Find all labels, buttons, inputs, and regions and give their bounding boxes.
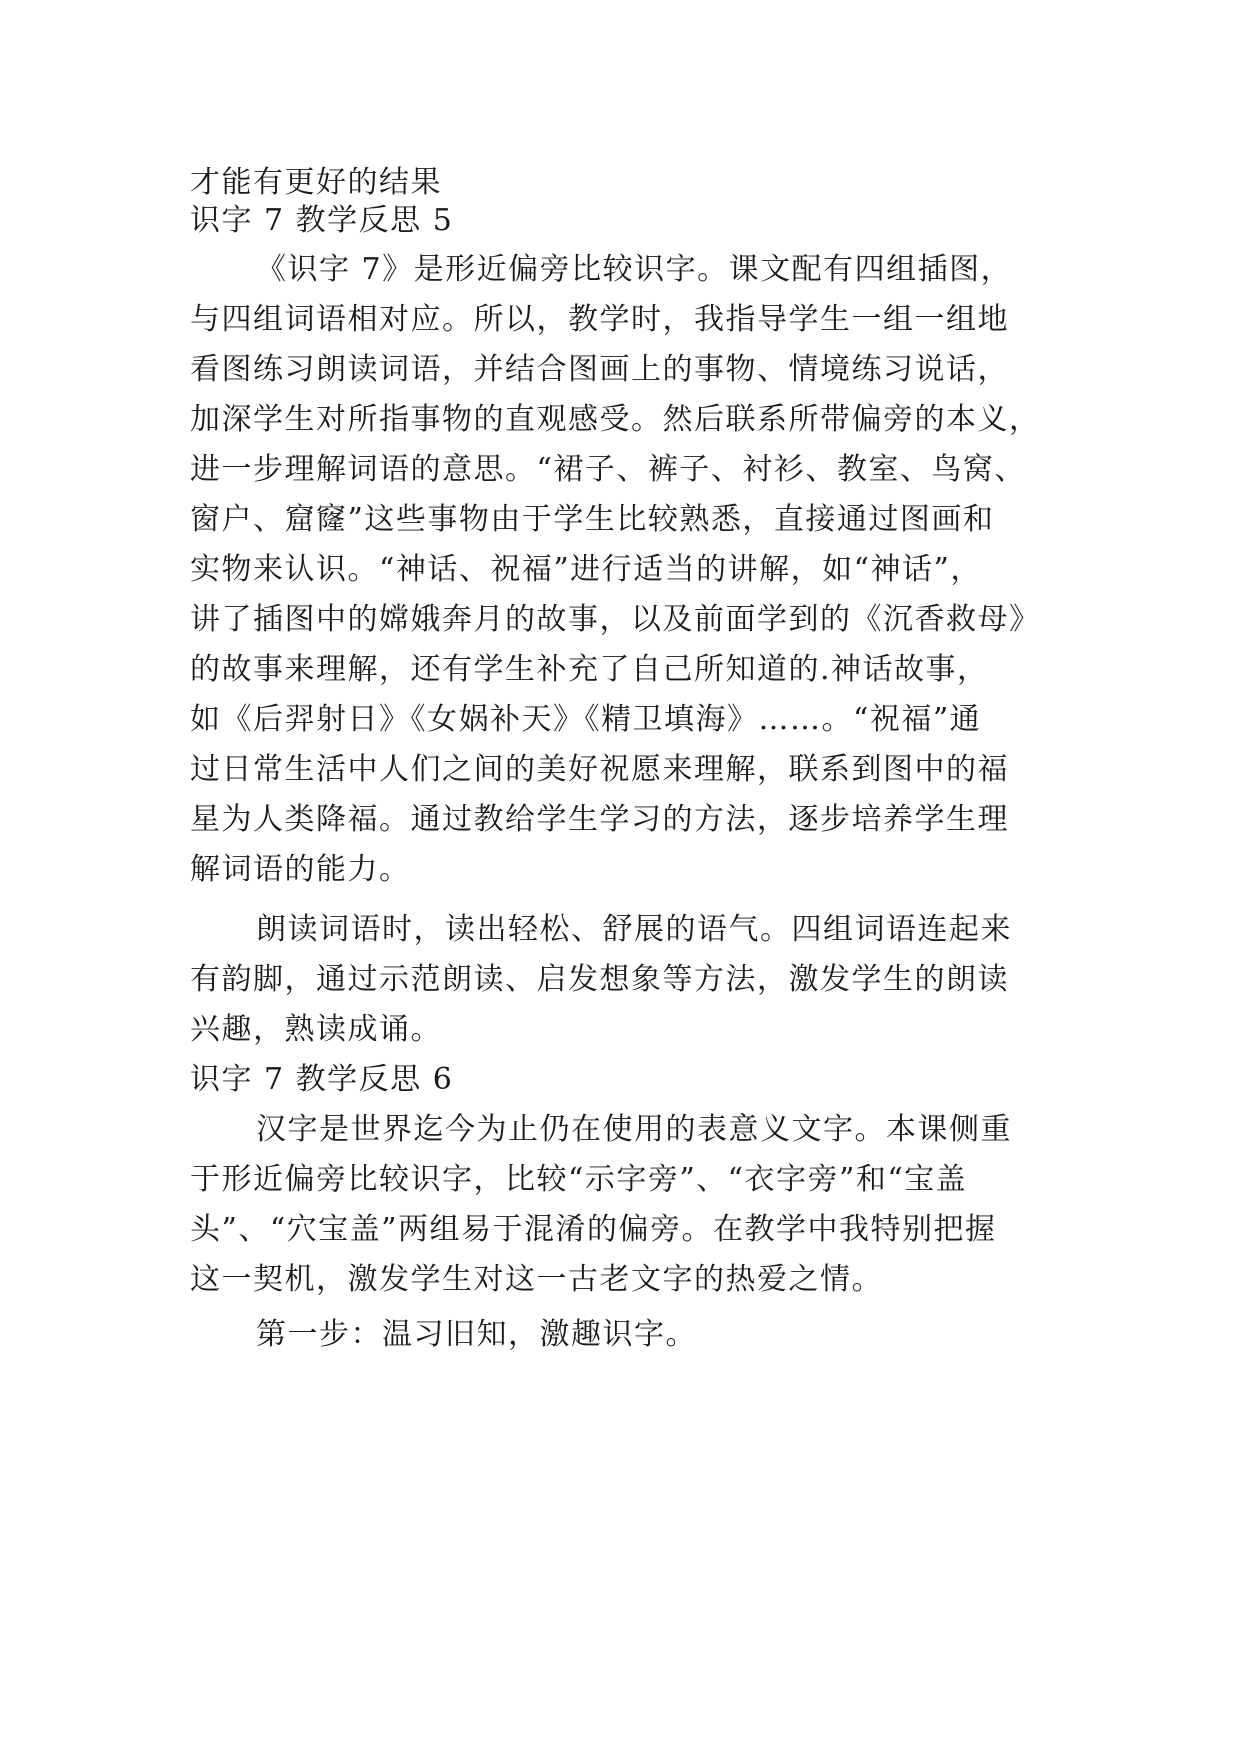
paragraph-1-cont (190, 701, 1050, 739)
paragraph-1-cont (190, 301, 1050, 339)
paragraph-1-cont (190, 451, 1050, 489)
text-line: 讲了插图中的嫦娥奔月的故事，以及前面学到的《沉香救母》 (190, 602, 1041, 637)
text-line: 如《后羿射日》《女娲补天》《精卫填海》……。“祝福”通 (190, 702, 982, 737)
paragraph-1-cont (190, 551, 1050, 589)
text-line: 进一步理解词语的意思。“裙子、裤子、衬衫、教室、鸟窝、 (190, 452, 1026, 487)
paragraph-1-cont (190, 651, 1050, 689)
text-line: 这一契机，激发学生对这一古老文字的热爱之情。 (190, 1262, 883, 1297)
text-line: 于形近偏旁比较识字，比较“示字旁”、“衣字旁”和“宝盖 (190, 1162, 968, 1197)
paragraph-2-cont (190, 1011, 1050, 1049)
paragraph-1-cont (190, 851, 1050, 889)
text-line: 解词语的能力。 (190, 852, 411, 887)
paragraph-1 (190, 251, 1050, 289)
text-line: 《识字 7》是形近偏旁比较识字。课文配有四组插图， (256, 252, 1013, 287)
section-heading-6 (190, 1061, 1050, 1099)
paragraph-3 (190, 1111, 1050, 1149)
paragraph-3-cont (190, 1261, 1050, 1299)
text-line: 头”、“穴宝盖”两组易于混淆的偏旁。在教学中我特别把握 (190, 1212, 997, 1247)
paragraph-1-cont (190, 351, 1050, 389)
paragraph-1-cont (190, 751, 1050, 789)
continuation-line (190, 164, 1050, 202)
paragraph-2 (190, 911, 1050, 949)
paragraph-1-cont (190, 401, 1050, 439)
text-line: 兴趣，熟读成诵。 (190, 1012, 442, 1047)
paragraph-1-cont (190, 501, 1050, 539)
paragraph-3-cont (190, 1161, 1050, 1199)
text-line: 过日常生活中人们之间的美好祝愿来理解，联系到图中的福 (190, 752, 1009, 787)
paragraph-1-cont (190, 801, 1050, 839)
text-line: 加深学生对所指事物的直观感受。然后联系所带偏旁的本义， (190, 402, 1041, 437)
text-line: 朗读词语时，读出轻松、舒展的语气。四组词语连起来 (256, 912, 1012, 947)
text-line: 的故事来理解，还有学生补充了自己所知道的.神话故事， (190, 652, 989, 687)
text-line: 第一步：温习旧知，激趣识字。 (256, 1317, 697, 1352)
text-line: 窗户、窟窿”这些事物由于学生比较熟悉，直接通过图画和 (190, 502, 995, 537)
paragraph-4 (190, 1316, 1050, 1354)
section-title: 识字 7 教学反思 6 (190, 1062, 454, 1097)
paragraph-3-cont (190, 1211, 1050, 1249)
text-line: 有韵脚，通过示范朗读、启发想象等方法，激发学生的朗读 (190, 962, 1009, 997)
section-title: 识字 7 教学反思 5 (190, 203, 454, 238)
text-line: 星为人类降福。通过教给学生学习的方法，逐步培养学生理 (190, 802, 1009, 837)
section-heading-5 (190, 202, 1050, 240)
text-line: 实物来认识。“神话、祝福”进行适当的讲解，如“神话”， (190, 552, 982, 587)
text-line: 看图练习朗读词语，并结合图画上的事物、情境练习说话， (190, 352, 1009, 387)
text-line: 与四组词语相对应。所以，教学时，我指导学生一组一组地 (190, 302, 1009, 337)
text-line: 汉字是世界迄今为止仍在使用的表意义文字。本课侧重 (256, 1112, 1012, 1147)
paragraph-1-cont (190, 601, 1050, 639)
paragraph-2-cont (190, 961, 1050, 999)
text-line: 才能有更好的结果 (190, 165, 442, 200)
